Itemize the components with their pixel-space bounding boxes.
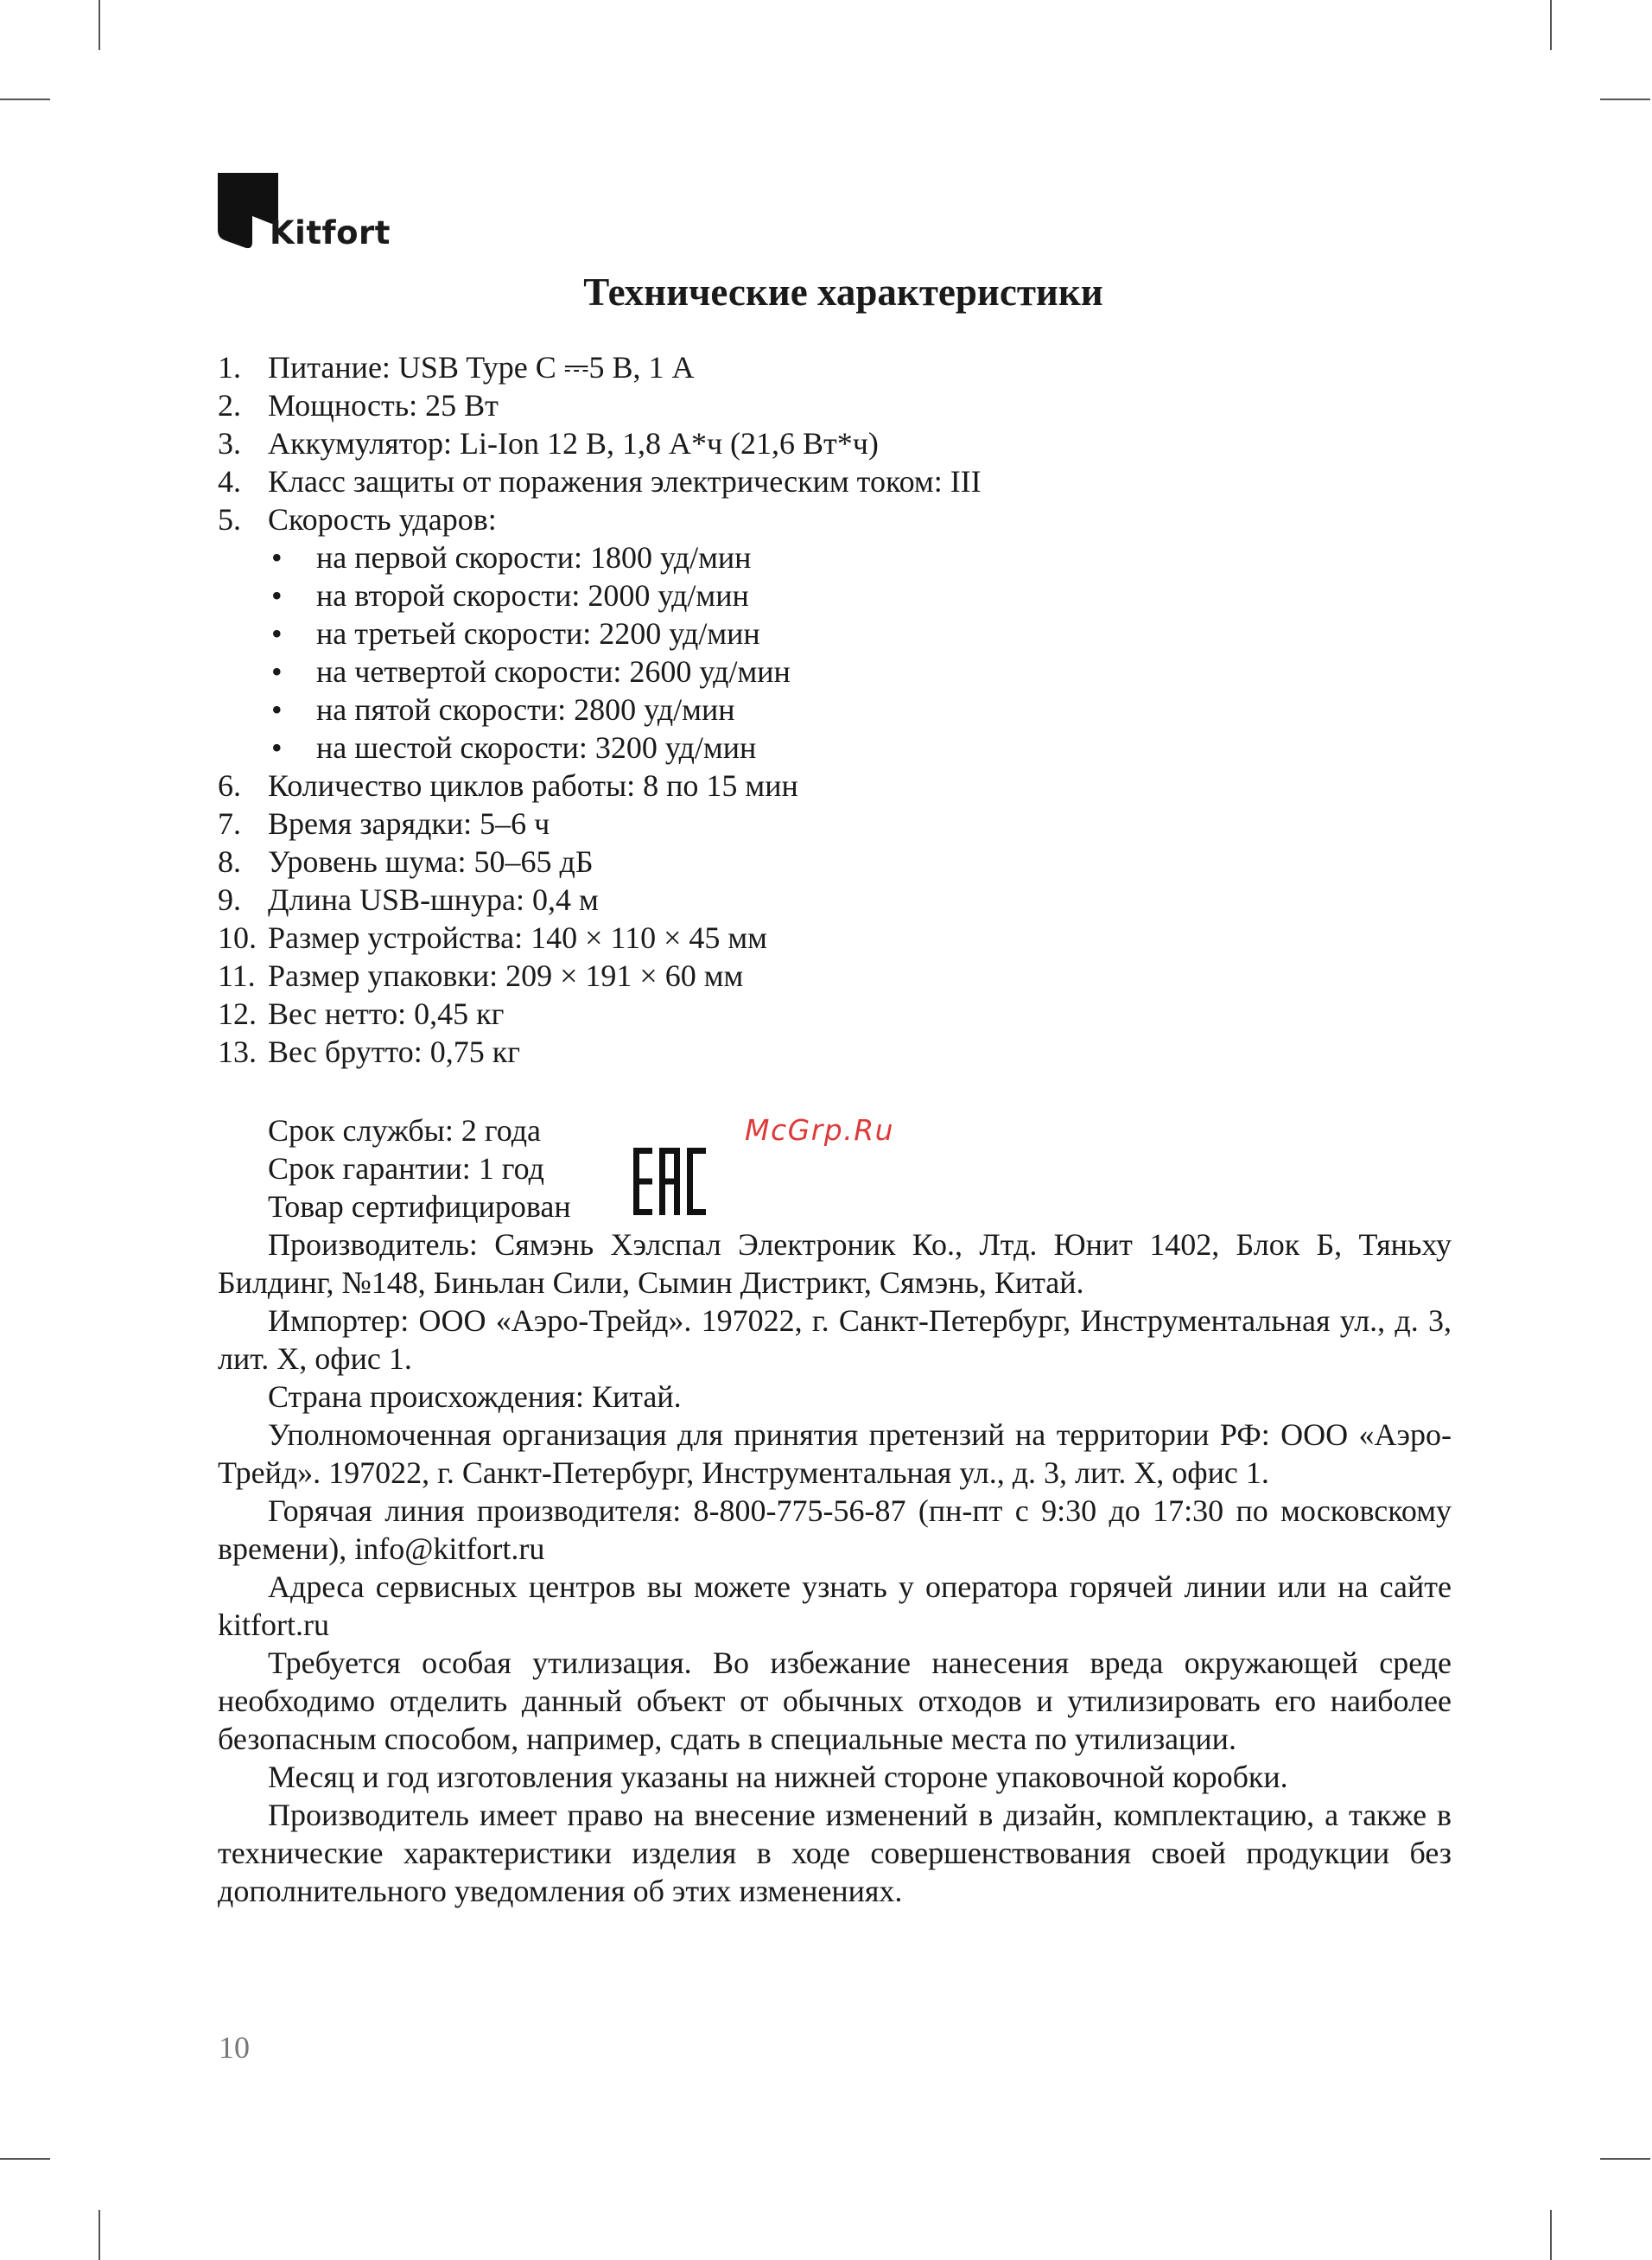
crop-mark-bottom-left [98, 2210, 100, 2260]
disposal-note: Требуется особая утилизация. Во избежание нанесения вреда окружающей среде необходимо отделить данный объект от обычных отходов и утилизировать его наиболее безопасным способом, например, сдать в специальные места по утилизации. [218, 1646, 1452, 1756]
spec-item: 11. Размер упаковки: 209 × 191 × 60 мм [218, 958, 744, 993]
crop-mark-top-right [1550, 0, 1552, 50]
spec-item: 12. Вес нетто: 0,45 кг [218, 996, 505, 1031]
warranty: Срок гарантии: 1 год [268, 1151, 544, 1186]
page-number: 10 [219, 2030, 250, 2065]
crop-mark-top-right-h [1600, 99, 1650, 100]
spec-item: 1. Питание: USB Type C ⎓5 В, 1 А [218, 350, 695, 385]
page-title: Технические характеристики [583, 271, 1103, 314]
certification-note: Товар сертифицирован [268, 1189, 571, 1224]
crop-mark-bottom-right-h [1600, 2158, 1650, 2160]
changes-note: Производитель имеет право на внесение изменений в дизайн, комплектацию, а также в технические характеристики изделия в ходе совершенствования своей продукции без дополнительного уведомления об этих изменениях. [218, 1798, 1452, 1908]
spec-subitem: • на первой скорости: 1800 уд/мин [271, 540, 752, 575]
crop-mark-bottom-right [1550, 2210, 1552, 2260]
service-life: Срок службы: 2 года [268, 1113, 542, 1148]
spec-item: 9. Длина USB-шнура: 0,4 м [218, 882, 599, 917]
spec-item: 10. Размер устройства: 140 × 110 × 45 мм [218, 920, 767, 955]
spec-subitem: • на третьей скорости: 2200 уд/мин [271, 616, 760, 651]
spec-item: 8. Уровень шума: 50–65 дБ [218, 844, 594, 879]
specs-list [218, 348, 1453, 1071]
service-centers: Адреса сервисных центров вы можете узнать у оператора горячей линии или на сайте kitfort.ru [218, 1569, 1452, 1642]
info-section [218, 1111, 1452, 1910]
spec-subitem: • на пятой скорости: 2800 уд/мин [271, 692, 735, 727]
spec-item: 6. Количество циклов работы: 8 по 15 мин [218, 768, 798, 803]
manufacture-date-note: Месяц и год изготовления указаны на нижней стороне упаковочной коробки. [268, 1760, 1288, 1794]
spec-item: 13. Вес брутто: 0,75 кг [218, 1035, 520, 1069]
brand-name: Kitfort [270, 214, 391, 251]
hotline: Горячая линия производителя: 8-800-775-56-87 (пн-пт с 9:30 до 17:30 по московскому времени), info@kitfort.ru [218, 1493, 1452, 1566]
crop-mark-top-left [98, 0, 100, 50]
authorized-organization: Уполномоченная организация для принятия претензий на территории РФ: ООО «Аэро-Трейд». 197022, г. Санкт-Петербург, Инструментальная ул., д. 3, лит. Х, офис 1. [218, 1417, 1452, 1490]
spec-subitem: • на шестой скорости: 3200 уд/мин [271, 730, 757, 765]
spec-subitem: • на четвертой скорости: 2600 уд/мин [271, 654, 791, 689]
country-of-origin: Страна происхождения: Китай. [268, 1379, 682, 1414]
manufacturer: Производитель: Сямэнь Хэлспал Электроник Ко., Лтд. Юнит 1402, Блок Б, Тяньху Билдинг, №148, Биньлан Сили, Сымин Дистрикт, Сямэнь, Китай. [218, 1227, 1452, 1300]
watermark: McGrp.Ru [745, 1113, 895, 1147]
crop-mark-top-left-h [0, 99, 50, 100]
spec-subitem: • на второй скорости: 2000 уд/мин [271, 578, 749, 613]
spec-item: 3. Аккумулятор: Li-Ion 12 В, 1,8 А*ч (21,6 Вт*ч) [218, 426, 879, 461]
kitfort-logo [218, 173, 391, 259]
spec-item: 7. Время зарядки: 5–6 ч [218, 806, 550, 841]
eac-mark-icon [633, 1148, 706, 1215]
spec-item: 2. Мощность: 25 Вт [218, 388, 499, 423]
importer: Импортер: ООО «Аэро-Трейд». 197022, г. Санкт-Петербург, Инструментальная ул., д. 3, лит. Х, офис 1. [218, 1303, 1452, 1376]
spec-item: 5. Скорость ударов: [218, 502, 497, 537]
spec-item: 4. Класс защиты от поражения электрическим током: III [218, 464, 982, 499]
crop-mark-bottom-left-h [0, 2158, 50, 2160]
